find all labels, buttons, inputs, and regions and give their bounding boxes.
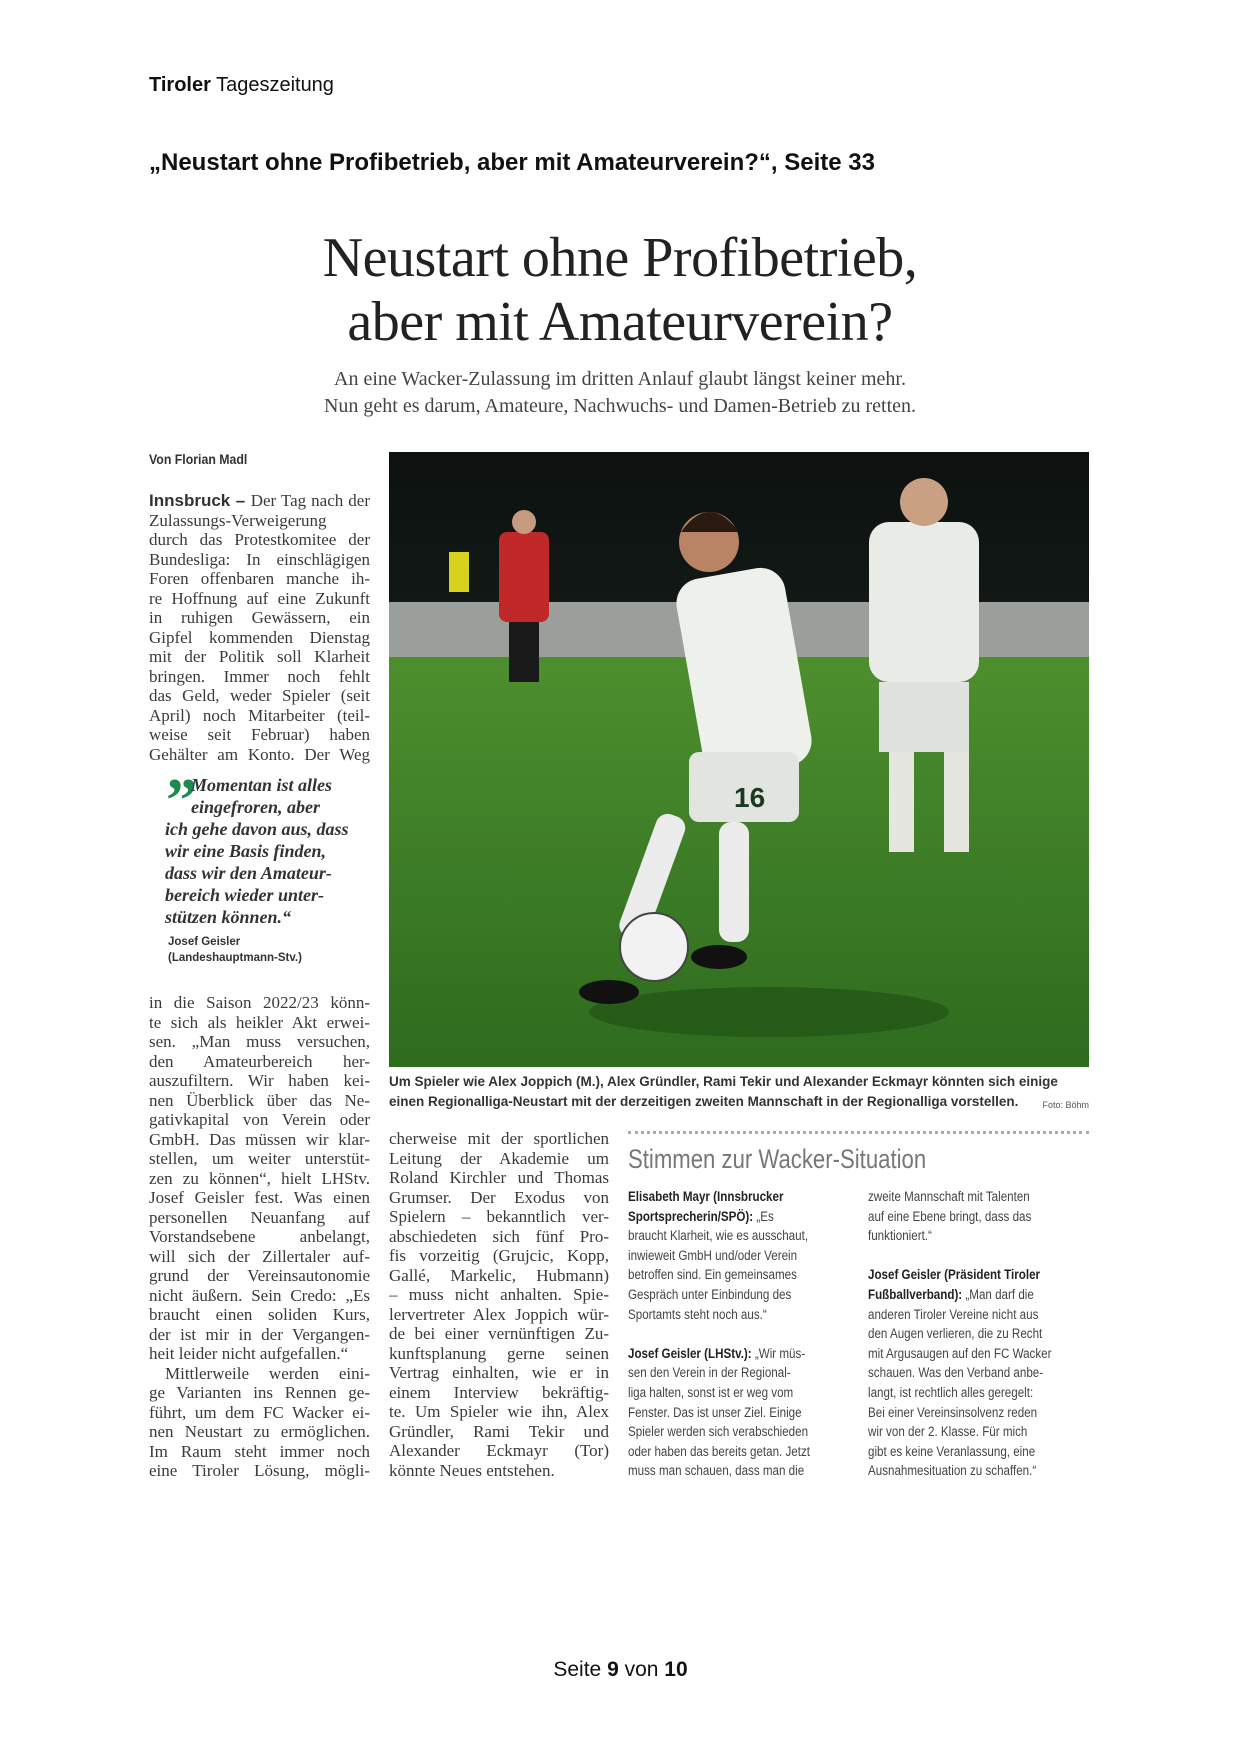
column-1-top [149,491,370,764]
text-line: will sich der Zillertaler auf- [149,1246,370,1266]
brand-bold: Tiroler [149,74,211,96]
text-line: auszufiltern. Wir haben kei- [149,1071,370,1090]
text-line: Fenster. Das ist unser Ziel. Einige [628,1404,802,1420]
text-line: Gallé, Markelic, Hubmann) [389,1265,609,1285]
text-line: re Hoffnung auf eine Zukunft [149,588,370,608]
text-line: dass wir den Amateur- [165,863,332,883]
text-line: wir eine Basis finden, [165,841,327,861]
speaker [868,1285,1057,1305]
dateline: Innsbruck – [149,491,251,510]
text-line: Spieler werden sich verabschieden [628,1424,809,1440]
text-line: den Augen verlieren, die zu Recht [868,1326,1043,1342]
text-line: Zulassungs-Verweigerung [149,510,327,530]
text-span: „Es [753,1208,774,1224]
text-line: Ausnahmesituation zu schaffen.“ [868,1463,1037,1479]
text-line: Gehälter am Konto. Der Weg [149,744,370,764]
text-line: einem Interview bekräftig- [389,1382,609,1402]
total-pages: 10 [664,1658,688,1681]
current-page: 9 [607,1658,619,1681]
text-line: auf eine Ebene bringt, dass das [868,1208,1032,1224]
text-line: zen zu können“, hielt LHStv. [149,1168,370,1188]
text-line: Josef Geisler fest. Was einen [149,1188,370,1207]
text-line: Vorstandsebene anbelangt, [149,1227,370,1246]
text-line: Roland Kirchler und Thomas [389,1168,609,1187]
text-line: könnte Neues entstehen. [389,1460,555,1480]
text-line: schauen. Was den Verband anbe- [868,1365,1044,1381]
text-line: kunftsplanung gerne seinen [389,1343,609,1363]
text-line: mit der Politik soll Klarheit [149,647,370,666]
headline-line: Neustart ohne Profibetrieb, [322,227,918,289]
text-line: mit Argusaugen auf den FC Wacker [868,1345,1052,1361]
text-line: oder haben das bereits getan. Jetzt [628,1443,811,1459]
text-line: liga halten, sonst ist er weg vom [628,1384,794,1400]
text-line: gativkapital von Verein oder [149,1110,370,1129]
text-line: nen Überblick über das Ne- [149,1090,370,1110]
text-line: langt, ist rechtlich alles geregelt: [868,1384,1034,1400]
text-line: stützen können.“ [165,907,292,927]
speaker [628,1344,817,1364]
speaker [628,1187,817,1207]
speaker-name: Elisabeth Mayr (Innsbrucker [628,1189,784,1204]
text-line: nen Neustart zu ermöglichen. [149,1422,370,1441]
text-line: April) noch Mitarbeiter (teil- [149,705,370,725]
speaker-name: Josef Geisler (LHStv.): [628,1345,752,1361]
text-line: Leitung der Akademie um [389,1148,609,1168]
deck [200,366,1040,420]
text-line: das Geld, weder Spieler (seit [149,686,370,705]
text-span: „Wir müs- [751,1345,806,1361]
brand-rest: Tageszeitung [210,74,334,96]
text-line: ich gehe davon aus, dass [165,819,349,839]
text-line: Momentan ist alles [191,775,333,795]
text-line: in die Saison 2022/23 könn- [149,993,370,1012]
text-line: Gespräch unter Einbindung des [628,1286,792,1302]
text-line: ge Varianten ins Rennen ge- [149,1383,370,1402]
text-line: anderen Tiroler Vereine nicht aus [868,1306,1039,1322]
text-line: fis vorzeitig (Grujcic, Kopp, [389,1246,609,1265]
headline [200,226,1040,354]
article-reference: „Neustart ohne Profibetrieb, aber mit Amateurverein?“, Seite 33 [149,149,875,176]
text-line: Foren offenbaren manche ih- [149,569,370,588]
pull-quote [165,774,370,966]
text-line: bereich wieder unter- [165,885,324,905]
dotted-divider [628,1131,1089,1134]
text-line [149,491,370,511]
text-line: Bundesliga: In einschlägigen [149,549,370,569]
deck-line: An eine Wacker-Zulassung im dritten Anlauf glaubt längst keiner mehr. [334,368,906,390]
text-span: „Man darf die [962,1286,1034,1302]
text-line: den Amateurbereich her- [149,1051,370,1071]
text-line: zweite Mannschaft mit Talenten [868,1189,1030,1204]
speaker-name: Josef Geisler (Präsident Tiroler [868,1267,1041,1283]
text-line: sen. „Man muss versuchen, [149,1032,370,1051]
column-1-bottom [149,993,370,1481]
speaker [628,1207,817,1227]
text-line: betroffen sind. Ein gemeinsames [628,1267,797,1283]
text-line: cherweise mit der sportlichen [389,1129,609,1148]
text-line: Im Raum steht immer noch [149,1441,370,1461]
photo-caption [389,1072,1089,1112]
speaker-name: Sportsprecherin/SPÖ): [628,1208,754,1224]
text-line: gibt es keine Veranlassung, eine [868,1443,1036,1459]
headline-line: aber mit Amateurverein? [347,291,893,353]
text-line: führt, um dem FC Wacker ei- [149,1402,370,1422]
footer-text: von [618,1658,665,1681]
text-line: bringen. Immer noch fehlt [149,666,370,686]
text-line: Vertrag einhalten, wie er in [389,1363,609,1382]
jersey-number: 16 [734,782,766,813]
caption-text: Um Spieler wie Alex Joppich (M.), Alex Gründler, Rami Tekir und Alexander Eckmayr könnten sich einige einen Regionalliga-Neustart mit der derzeitigen zweiten Mannschaft in der Regionalliga vorstellen. [389,1074,1058,1109]
text-line: inwieweit GmbH und/oder Verein [628,1247,798,1263]
text-line: in ruhigen Gewässern, ein [149,608,370,627]
football-photo [389,452,1089,1067]
text-line: eingefroren, aber [191,797,320,817]
text-line: – muss nicht anhalten. Spie- [389,1285,609,1304]
quotes-column-1 [628,1187,848,1481]
text-line: abschiedeten sich fünf Pro- [389,1226,609,1246]
text-line: nicht äußern. Sein Credo: „Es [149,1285,370,1305]
quote-source-name: Josef Geisler [168,936,241,948]
speaker [868,1265,1057,1285]
text-line: Gründler, Rami Tekir und [389,1421,609,1441]
text-line: durch das Protestkomitee der [149,530,370,549]
text-line: Mittlerweile werden eini- [165,1363,370,1383]
text-line: eine Tiroler Lösung, mögli- [149,1461,370,1480]
text-line: Alexander Eckmayr (Tor) [389,1441,609,1460]
text-line: sen den Verein in der Regional- [628,1365,791,1381]
text-line: de bei einer vernünftigen Zu- [389,1324,609,1343]
byline: Von Florian Madl [149,451,248,467]
text-line: Grumser. Der Exodus von [389,1187,609,1207]
text-line: Bei einer Vereinsinsolvenz reden [868,1404,1038,1420]
quote-source [168,934,370,966]
footer-text: Seite [553,1658,608,1681]
column-2 [389,1129,609,1480]
text-line: weise seit Februar) haben [149,725,370,744]
text-line: personellen Neuanfang auf [149,1207,370,1227]
photo-credit: Foto: Böhm [1042,1100,1089,1110]
text-line: lervertreter Alex Joppich wür- [389,1304,609,1324]
newspaper-name [149,74,334,97]
text-span: Der Tag nach der [250,491,370,510]
text-line: Gipfel kommenden Dienstag [149,627,370,647]
article-photo [389,452,1089,1067]
text-line: muss man schauen, dass man die [628,1463,805,1479]
text-line: Sportamts steht noch aus.“ [628,1306,767,1322]
text-line: braucht einen soliden Kurs, [149,1305,370,1324]
text-line: wir von der 2. Klasse. Für mich [868,1424,1028,1440]
text-line: Spielern – bekanntlich ver- [389,1207,609,1226]
text-line: GmbH. Das müssen wir klar- [149,1129,370,1149]
sidebar-title: Stimmen zur Wacker-Situation [628,1144,927,1174]
deck-line: Nun geht es darum, Amateure, Nachwuchs- und Damen-Betrieb zu retten. [323,395,917,417]
text-line: te. Um Spieler wie ihn, Alex [389,1402,609,1421]
text-line: braucht Klarheit, wie es ausschaut, [628,1228,809,1244]
text-line: der ist mir in der Vergangen- [149,1324,370,1344]
text-line: te sich als heikler Akt erwei- [149,1012,370,1032]
text-line: funktioniert.“ [868,1228,932,1244]
text-line: heit leider nicht aufgefallen.“ [149,1344,349,1363]
quote-source-role: (Landeshauptmann-Stv.) [168,952,302,964]
quote-mark-icon: ” [166,767,197,835]
page-footer [0,1658,1241,1682]
text-line: stellen, um weiter unterstüt- [149,1149,370,1168]
text-line: grund der Vereinsautonomie [149,1266,370,1285]
quotes-column-2 [868,1187,1088,1481]
speaker-name: Fußballverband): [868,1286,963,1302]
